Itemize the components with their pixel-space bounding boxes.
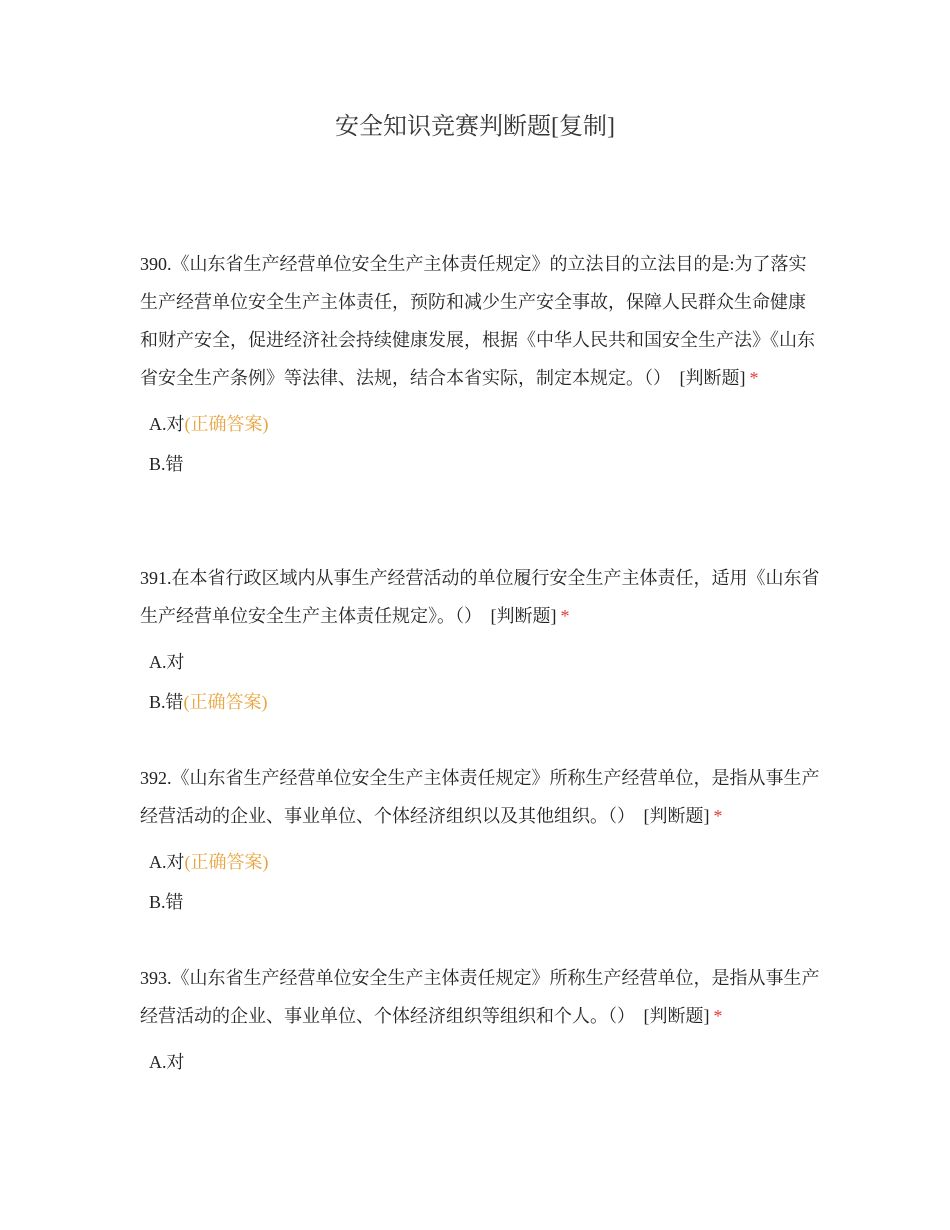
- correct-answer-tag: (正确答案): [184, 852, 269, 872]
- required-star: *: [560, 606, 570, 626]
- question-390: [140, 245, 820, 484]
- option-label: B.错: [149, 454, 184, 474]
- page-title: 安全知识竞赛判断题[复制]: [335, 114, 615, 140]
- option-label: A.对: [149, 414, 185, 434]
- question-text: [140, 959, 820, 1035]
- question-body: 392.《山东省生产经营单位安全生产主体责任规定》所称生产经营单位，是指从事生产经营活动的企业、事业单位、个体经济组织以及其他组织。（）: [140, 768, 820, 826]
- question-type: [判断题]: [490, 606, 557, 626]
- option-label: A.对: [149, 1052, 185, 1072]
- required-star: *: [749, 368, 759, 388]
- required-star: *: [713, 806, 723, 826]
- question-body: 390.《山东省生产经营单位安全生产主体责任规定》的立法目的立法目的是:为了落实生产经营单位安全生产主体责任，预防和减少生产安全事故，保障人民群众生命健康和财产安全，促进经济社会持续健康发展，根据《中华人民共和国安全生产法》《山东省安全生产条例》等法律、法规，结合本省实际，制定本规定。（）: [140, 254, 815, 388]
- question-text: [140, 559, 820, 635]
- question-text: [140, 245, 820, 397]
- option-b[interactable]: [140, 444, 820, 484]
- option-label: A.对: [149, 652, 185, 672]
- question-body: 391.在本省行政区域内从事生产经营活动的单位履行安全生产主体责任，适用《山东省生产经营单位安全生产主体责任规定》。（）: [140, 568, 820, 626]
- question-392: [140, 759, 820, 922]
- option-b[interactable]: [140, 682, 820, 722]
- correct-answer-tag: (正确答案): [184, 414, 269, 434]
- question-text: [140, 759, 820, 835]
- question-type: [判断题]: [643, 1006, 710, 1026]
- required-star: *: [713, 1006, 723, 1026]
- option-label: B.错: [149, 692, 184, 712]
- question-393: [140, 959, 820, 1082]
- option-b[interactable]: [140, 882, 820, 922]
- option-a[interactable]: [140, 404, 820, 444]
- option-a[interactable]: [140, 642, 820, 682]
- option-a[interactable]: [140, 1042, 820, 1082]
- question-type: [判断题]: [643, 806, 710, 826]
- question-body: 393.《山东省生产经营单位安全生产主体责任规定》所称生产经营单位，是指从事生产经营活动的企业、事业单位、个体经济组织等组织和个人。（）: [140, 968, 820, 1026]
- option-label: B.错: [149, 892, 184, 912]
- correct-answer-tag: (正确答案): [183, 692, 268, 712]
- option-label: A.对: [149, 852, 185, 872]
- option-a[interactable]: [140, 842, 820, 882]
- question-391: [140, 559, 820, 722]
- question-type: [判断题]: [679, 368, 746, 388]
